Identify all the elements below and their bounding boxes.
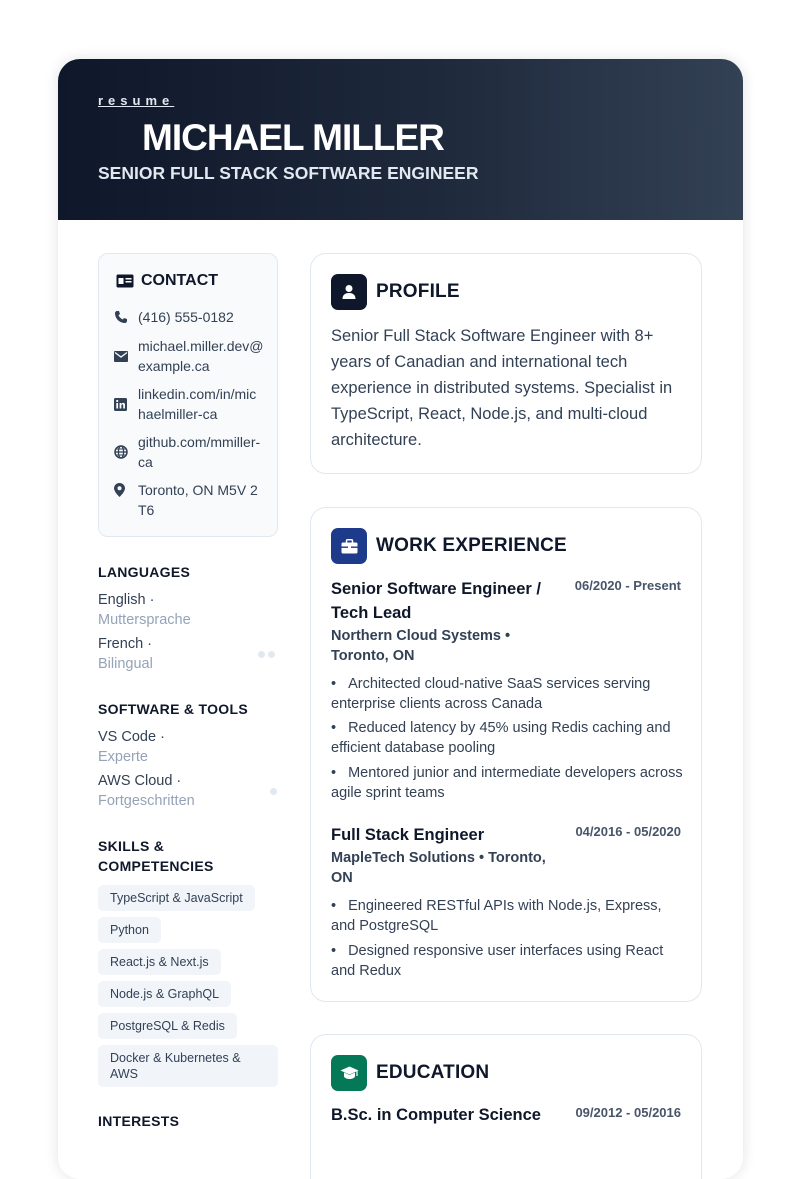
language-level: Muttersprache (98, 612, 191, 628)
globe-icon (114, 432, 138, 472)
contact-email[interactable] (114, 336, 264, 376)
skill-tag: Docker & Kubernetes & AWS (98, 1045, 278, 1087)
tool-level: Fortgeschritten (98, 793, 195, 809)
candidate-role: SENIOR FULL STACK SOFTWARE ENGINEER (98, 163, 479, 183)
contact-phone-text: (416) 555-0182 (138, 309, 234, 325)
interests-heading: INTERESTS (98, 1113, 180, 1129)
job-bullet: • Architected cloud-native SaaS services serving enterprise clients across Canada (331, 674, 683, 714)
degree-date: 09/2012 - 05/2016 (575, 1105, 681, 1120)
language-name: English · (98, 592, 155, 608)
contact-location-text: Toronto, ON M5V 2T6 (138, 482, 258, 518)
experience-title: WORK EXPERIENCE (376, 535, 567, 556)
candidate-name: MICHAEL MILLER (142, 117, 444, 158)
language-item (98, 590, 218, 630)
languages-heading: LANGUAGES (98, 564, 191, 580)
tool-name: AWS Cloud · (98, 773, 182, 789)
education-title: EDUCATION (376, 1062, 490, 1083)
language-level-dots (258, 651, 275, 658)
contact-box (98, 253, 278, 537)
skill-tag: React.js & Next.js (98, 949, 221, 975)
language-level: Bilingual (98, 656, 153, 672)
contact-linkedin[interactable] (114, 384, 264, 424)
graduation-cap-icon (331, 1055, 367, 1091)
job-date: 06/2020 - Present (574, 578, 681, 593)
language-item (98, 634, 218, 674)
job-title: Full Stack Engineer (331, 826, 485, 844)
profile-section (310, 253, 702, 474)
degree-title: B.Sc. in Computer Science (331, 1106, 541, 1124)
experience-header (331, 528, 567, 564)
language-name: French · (98, 636, 152, 652)
job-bullet: • Mentored junior and intermediate developers across agile sprint teams (331, 763, 683, 803)
resume-tagline: resume (98, 93, 175, 108)
skill-tag: Node.js & GraphQL (98, 981, 231, 1007)
job-date: 04/2016 - 05/2020 (575, 824, 681, 839)
tool-item (98, 727, 218, 767)
job-bullet: • Designed responsive user interfaces using React and Redux (331, 941, 683, 981)
contact-github[interactable] (114, 432, 264, 472)
linkedin-icon (114, 384, 138, 424)
phone-icon (114, 307, 138, 327)
skill-tag: Python (98, 917, 161, 943)
skill-tag: TypeScript & JavaScript (98, 885, 255, 911)
briefcase-icon (331, 528, 367, 564)
id-card-icon (116, 274, 134, 288)
contact-title: CONTACT (141, 272, 219, 289)
profile-summary: Senior Full Stack Software Engineer with 8+ years of Canadian and international tech experience in distributed systems. Specialist in TypeScript, React, Node.js, and multi-cloud architecture. (331, 327, 673, 449)
skills-heading: SKILLS & COMPETENCIES (98, 838, 214, 874)
tool-level: Experte (98, 749, 148, 765)
tools-heading: SOFTWARE & TOOLS (98, 701, 248, 717)
contact-phone[interactable] (114, 307, 264, 327)
contact-github-text: github.com/mmiller-ca (138, 434, 261, 470)
contact-location (114, 480, 264, 520)
user-icon (331, 274, 367, 310)
job-company: Northern Cloud Systems • Toronto, ON (331, 628, 511, 664)
profile-header (331, 274, 460, 310)
education-header (331, 1055, 489, 1091)
map-pin-icon (114, 480, 138, 520)
skill-tag: PostgreSQL & Redis (98, 1013, 237, 1039)
job-bullet: • Engineered RESTful APIs with Node.js, Express, and PostgreSQL (331, 896, 683, 936)
experience-section (310, 507, 702, 1002)
resume-card (58, 59, 743, 1179)
education-section (310, 1034, 702, 1179)
job-bullet: • Reduced latency by 45% using Redis caching and efficient database pooling (331, 718, 683, 758)
contact-email-text: michael.miller.dev@example.ca (138, 338, 264, 374)
job-title: Senior Software Engineer / Tech Lead (331, 580, 541, 622)
contact-linkedin-text: linkedin.com/in/michaelmiller-ca (138, 386, 257, 422)
job-company: MapleTech Solutions • Toronto, ON (331, 850, 546, 886)
tool-item (98, 771, 218, 811)
contact-heading (116, 272, 218, 290)
tool-level-dots (270, 788, 277, 795)
resume-header (58, 59, 743, 220)
profile-title: PROFILE (376, 281, 460, 302)
tool-name: VS Code · (98, 729, 165, 745)
envelope-icon (114, 336, 138, 376)
